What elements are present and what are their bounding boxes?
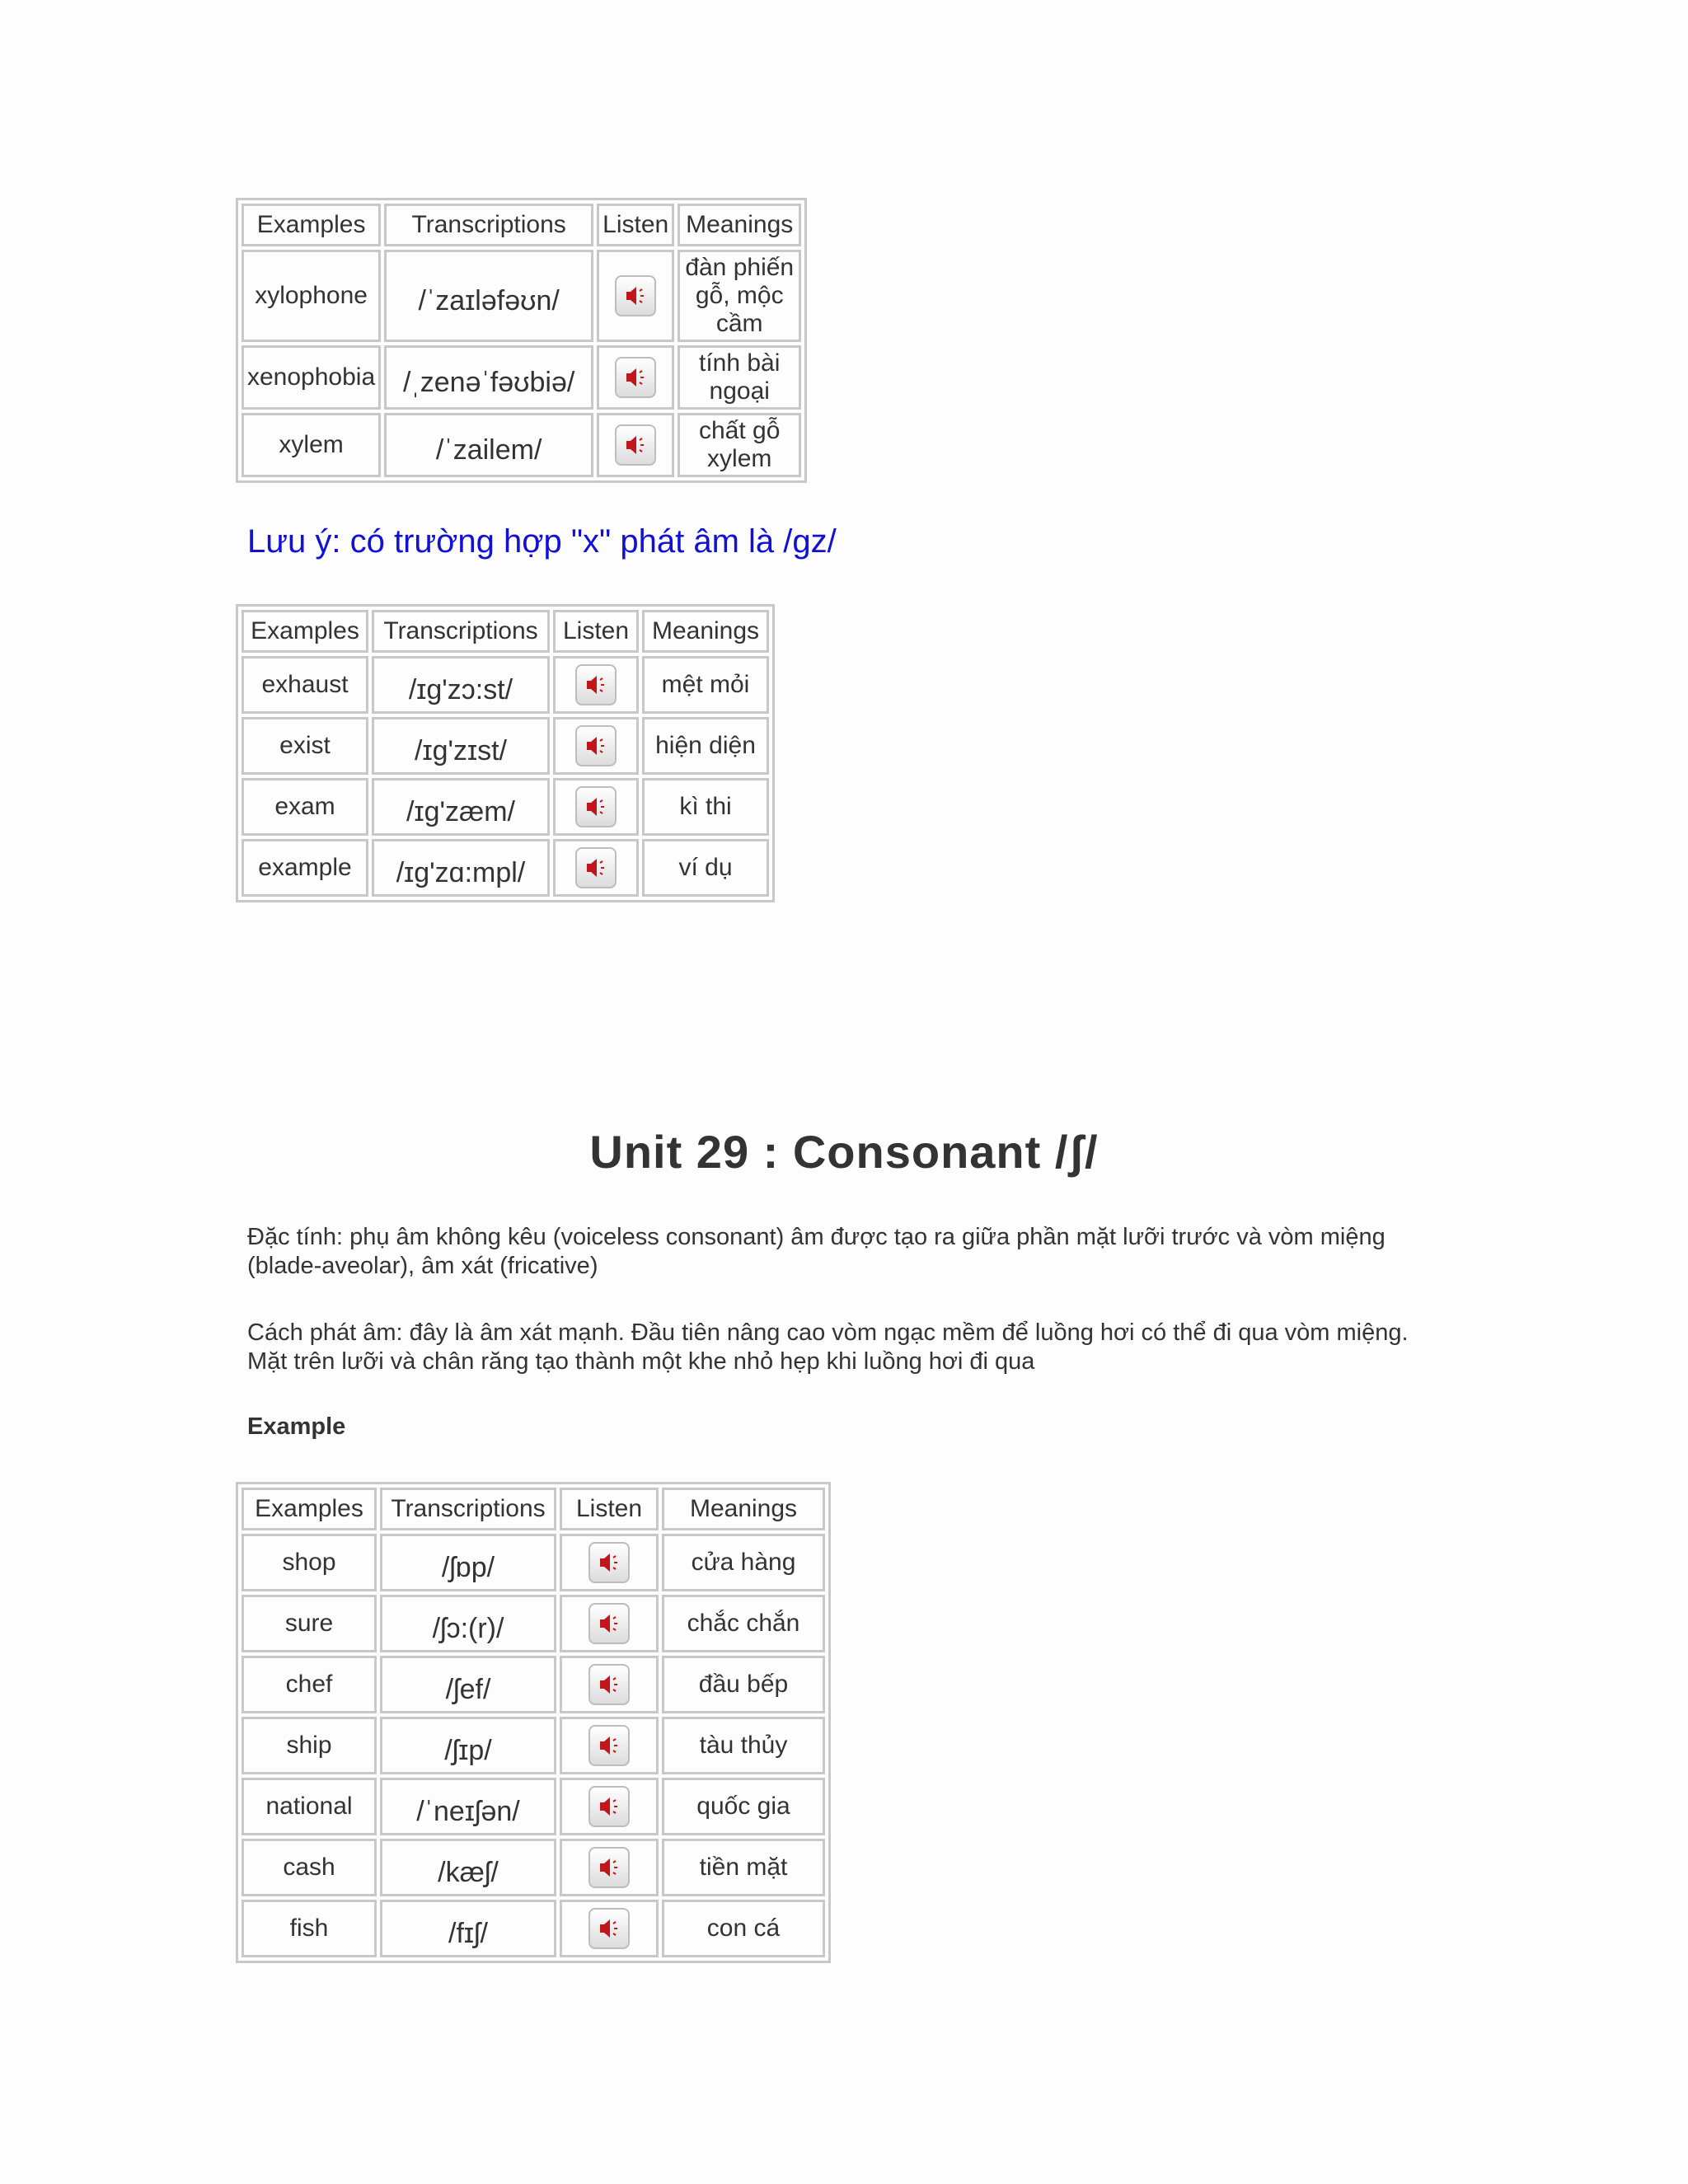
- table-row: [241, 250, 801, 342]
- transcription: /ɪg'zɑ:mpl/: [372, 839, 550, 897]
- meaning: ví dụ: [642, 839, 769, 897]
- meaning: cửa hàng: [662, 1534, 825, 1591]
- transcription: /ʃɔ:(r)/: [380, 1595, 556, 1652]
- example-word: xenophobia: [241, 345, 381, 410]
- meaning: tính bài ngoại: [678, 345, 801, 410]
- transcription: /fɪʃ/: [380, 1900, 556, 1957]
- meaning: mệt mỏi: [642, 656, 769, 714]
- vocab-table-sh: [236, 1482, 831, 1963]
- characteristics-text: Đặc tính: phụ âm không kêu (voiceless consonant) âm được tạo ra giữa phần mặt lưỡi trước và vòm miệng (blade-aveolar), âm xát (fricative): [247, 1224, 1386, 1279]
- meaning: đàn phiến gỗ, mộc cầm: [678, 250, 801, 342]
- meaning: tàu thủy: [662, 1717, 825, 1774]
- table-row: [241, 717, 769, 775]
- example-word: national: [241, 1778, 377, 1835]
- example-word: chef: [241, 1656, 377, 1713]
- table-header-row: [241, 204, 801, 246]
- speaker-icon[interactable]: [588, 1847, 630, 1888]
- transcription: /ɪg'zæm/: [372, 778, 550, 836]
- table-row: [241, 1595, 825, 1652]
- meaning: tiền mặt: [662, 1839, 825, 1896]
- speaker-icon[interactable]: [575, 786, 617, 827]
- example-word: sure: [241, 1595, 377, 1652]
- speaker-icon[interactable]: [588, 1542, 630, 1583]
- listen-cell: [553, 839, 639, 897]
- header-examples: Examples: [241, 610, 368, 653]
- transcription: /ˈzailem/: [384, 413, 593, 477]
- listen-cell: [560, 1778, 659, 1835]
- listen-cell: [560, 1839, 659, 1896]
- header-transcriptions: Transcriptions: [380, 1488, 556, 1530]
- table-2-container: [236, 604, 775, 902]
- table-row: [241, 1778, 825, 1835]
- header-transcriptions: Transcriptions: [384, 204, 593, 246]
- header-examples: Examples: [241, 204, 381, 246]
- table-row: [241, 656, 769, 714]
- meaning: đầu bếp: [662, 1656, 825, 1713]
- table-row: [241, 1656, 825, 1713]
- listen-cell: [560, 1717, 659, 1774]
- example-word: exam: [241, 778, 368, 836]
- header-examples: Examples: [241, 1488, 377, 1530]
- meaning: quốc gia: [662, 1778, 825, 1835]
- pronunciation-text: Cách phát âm: đây là âm xát mạnh. Đầu tiên nâng cao vòm ngạc mềm để luồng hơi có thể đi qua vòm miệng. Mặt trên lưỡi và chân răng tạo thành một khe nhỏ hẹp khi luồng hơi đi qua: [247, 1319, 1409, 1375]
- listen-cell: [553, 656, 639, 714]
- transcription: /ʃef/: [380, 1656, 556, 1713]
- speaker-icon[interactable]: [588, 1603, 630, 1644]
- header-listen: Listen: [597, 204, 674, 246]
- table-row: [241, 345, 801, 410]
- transcription: /ˌzenəˈfəʊbiə/: [384, 345, 593, 410]
- meaning: chắc chắn: [662, 1595, 825, 1652]
- header-listen: Listen: [553, 610, 639, 653]
- example-label: Example: [247, 1413, 346, 1440]
- table-row: [241, 413, 801, 477]
- table-1-container: [236, 198, 807, 483]
- speaker-icon[interactable]: [588, 1664, 630, 1705]
- transcription: /kæʃ/: [380, 1839, 556, 1896]
- table-header-row: [241, 610, 769, 653]
- meaning: hiện diện: [642, 717, 769, 775]
- table-3-container: [236, 1482, 831, 1963]
- table-row: [241, 1839, 825, 1896]
- speaker-icon[interactable]: [615, 275, 656, 316]
- example-word: ship: [241, 1717, 377, 1774]
- table-row: [241, 839, 769, 897]
- speaker-icon[interactable]: [575, 725, 617, 766]
- meaning: con cá: [662, 1900, 825, 1957]
- transcription: /ʃɪp/: [380, 1717, 556, 1774]
- speaker-icon[interactable]: [588, 1786, 630, 1827]
- header-meanings: Meanings: [678, 204, 801, 246]
- listen-cell: [597, 250, 674, 342]
- table-row: [241, 1900, 825, 1957]
- listen-cell: [597, 413, 674, 477]
- transcription: /ʃɒp/: [380, 1534, 556, 1591]
- transcription: /ɪg'zɪst/: [372, 717, 550, 775]
- transcription: /ˈzaɪləfəʊn/: [384, 250, 593, 342]
- speaker-icon[interactable]: [575, 847, 617, 888]
- speaker-icon[interactable]: [588, 1725, 630, 1766]
- example-word: example: [241, 839, 368, 897]
- meaning: chất gỗ xylem: [678, 413, 801, 477]
- meaning: kì thi: [642, 778, 769, 836]
- header-meanings: Meanings: [642, 610, 769, 653]
- listen-cell: [553, 778, 639, 836]
- listen-cell: [560, 1900, 659, 1957]
- speaker-icon[interactable]: [575, 664, 617, 705]
- example-word: xylophone: [241, 250, 381, 342]
- unit-title: Unit 29 : Consonant /ʃ/: [589, 1126, 1099, 1178]
- note-text: Lưu ý: có trường hợp "x" phát âm là /gz/: [247, 523, 837, 560]
- listen-cell: [560, 1595, 659, 1652]
- transcription: /ˈneɪʃən/: [380, 1778, 556, 1835]
- table-header-row: [241, 1488, 825, 1530]
- example-word: exhaust: [241, 656, 368, 714]
- transcription: /ɪg'zɔ:st/: [372, 656, 550, 714]
- listen-cell: [553, 717, 639, 775]
- header-meanings: Meanings: [662, 1488, 825, 1530]
- listen-cell: [560, 1656, 659, 1713]
- speaker-icon[interactable]: [615, 424, 656, 466]
- header-transcriptions: Transcriptions: [372, 610, 550, 653]
- table-row: [241, 1534, 825, 1591]
- listen-cell: [597, 345, 674, 410]
- speaker-icon[interactable]: [615, 357, 656, 398]
- speaker-icon[interactable]: [588, 1908, 630, 1949]
- table-row: [241, 1717, 825, 1774]
- example-word: shop: [241, 1534, 377, 1591]
- example-word: fish: [241, 1900, 377, 1957]
- example-word: exist: [241, 717, 368, 775]
- example-word: xylem: [241, 413, 381, 477]
- table-row: [241, 778, 769, 836]
- example-word: cash: [241, 1839, 377, 1896]
- header-listen: Listen: [560, 1488, 659, 1530]
- vocab-table-x-z: [236, 198, 807, 483]
- vocab-table-gz: [236, 604, 775, 902]
- listen-cell: [560, 1534, 659, 1591]
